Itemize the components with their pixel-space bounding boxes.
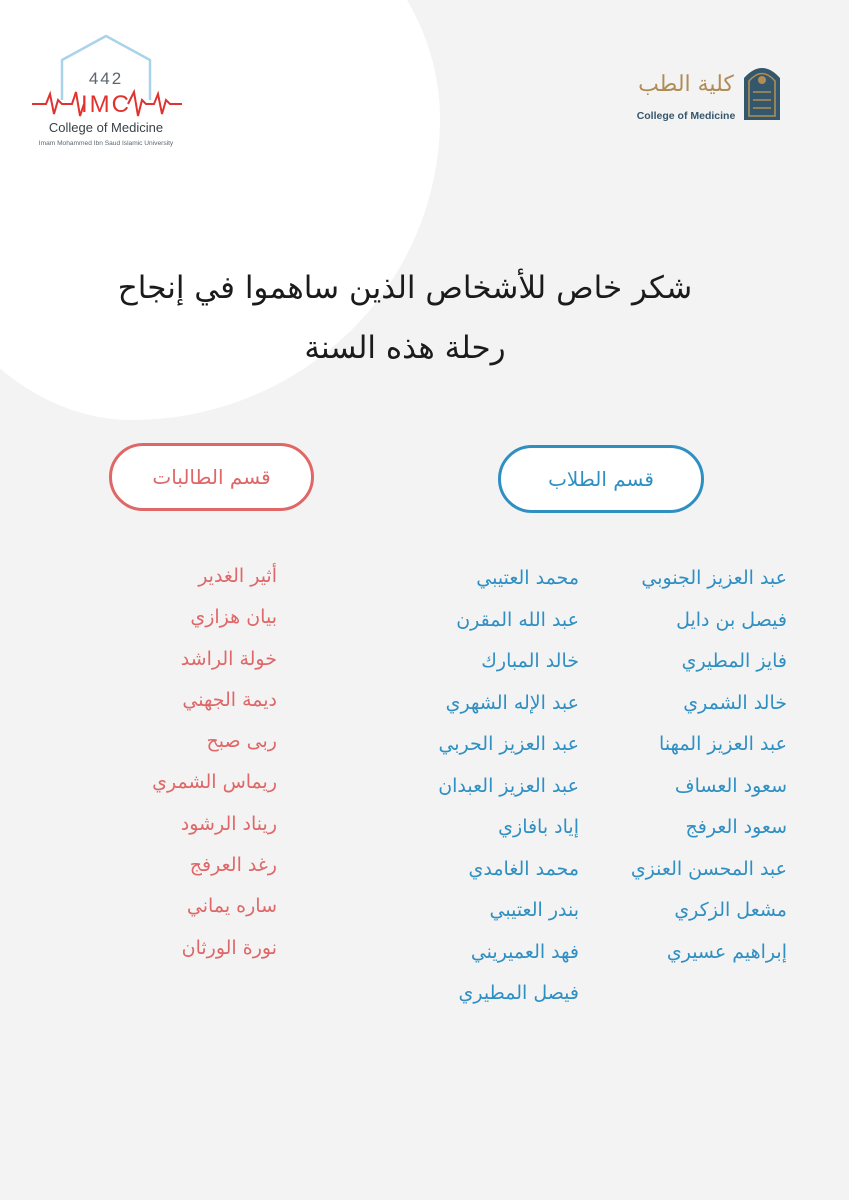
list-item: أثير الغدير [198,565,277,587]
list-item: عبد العزيز المهنا [659,733,787,755]
list-item: محمد الغامدي [468,857,579,880]
girls-section-label: قسم الطالبات [109,443,314,511]
list-item: فيصل المطيري [458,982,579,1004]
college-english-name: College of Medicine [636,110,736,122]
list-item: ساره يماني [186,895,277,918]
list-item: ديمة الجهني [182,688,277,711]
imc-college-name: College of Medicine [48,120,164,135]
list-item: سعود العرفج [685,816,787,838]
girls-names-column [77,556,277,969]
list-item: ريماس الشمري [152,771,277,794]
university-emblem [740,56,784,122]
list-item: إبراهيم عسيري [666,940,787,963]
list-item: سعود العساف [674,774,787,797]
list-item: فيصل بن دايل [676,608,787,631]
list-item: عبد المحسن العنزي [630,857,787,880]
list-item: فهد العميريني [470,940,579,963]
list-item: عبد العزيز العبدان [438,774,579,797]
list-item: عبد العزيز الجنوبي [641,567,787,589]
imc-442-logo [22,30,212,160]
title-line-2: رحلة هذه السنة [304,330,506,366]
svg-text:IMC: IMC [81,91,131,118]
list-item: بندر العتيبي [489,899,579,921]
college-arabic-name: كلية الطب [638,72,734,97]
list-item: محمد العتيبي [476,567,579,589]
list-item: عبد الله المقرن [456,608,579,631]
boys-names-left-column [379,558,579,1015]
college-of-medicine-logo [634,52,784,132]
list-item: نورة الورثان [181,936,277,959]
list-item: إياد بافازي [498,816,579,838]
boys-section-label: قسم الطلاب [498,445,704,513]
imc-university-name: Imam Mohammed Ibn Saud Islamic University [38,140,174,147]
list-item: بيان هزازي [190,606,277,629]
list-item: ربى صبح [206,730,277,753]
imc-number: 442 [88,69,124,88]
title-line-1: شكر خاص للأشخاص الذين ساهموا في إنجاح [117,270,693,306]
list-item: عبد العزيز الحربي [438,733,579,755]
list-item: ريناد الرشود [180,812,277,835]
list-item: رغد العرفج [189,854,277,877]
list-item: فايز المطيري [681,650,787,672]
boys-names-right-column [587,558,787,973]
list-item: خالد الشمري [683,691,787,714]
list-item: خولة الراشد [180,647,277,670]
list-item: خالد المبارك [481,650,579,672]
list-item: مشعل الزكري [674,899,787,921]
list-item: عبد الإله الشهري [445,691,579,714]
